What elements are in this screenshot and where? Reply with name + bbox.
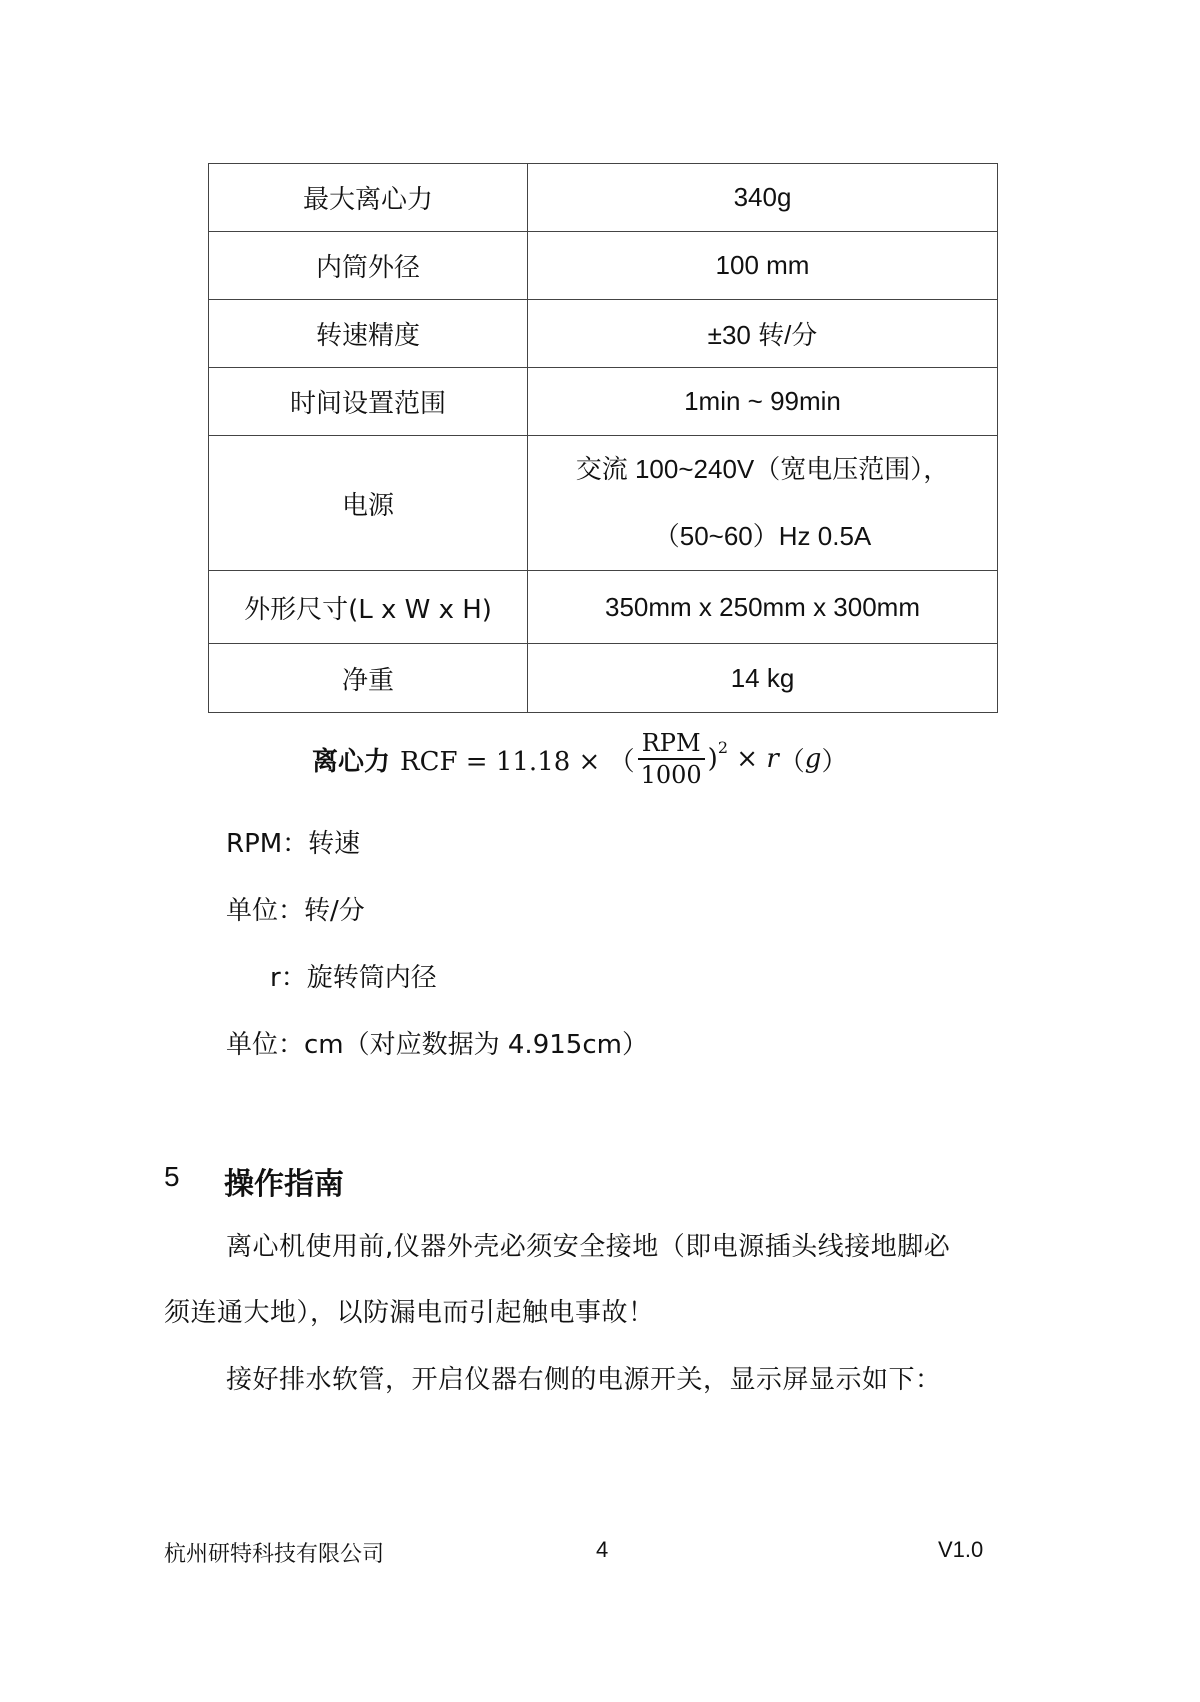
formula-numerator: RPM [638, 728, 705, 760]
table-row [209, 436, 998, 571]
para1-line1: 离心机使用前,仪器外壳必须安全接地（即电源插头线接地脚必 [226, 1232, 951, 1262]
row-label: 转速精度 [209, 300, 528, 368]
para2: 接好排水软管，开启仪器右侧的电源开关，显示屏显示如下： [226, 1365, 942, 1395]
def-r-unit: 单位：cm（对应数据为 4.915cm） [226, 1030, 648, 1060]
row-label: 最大离心力 [209, 164, 528, 232]
formula-unit-close: ） [821, 746, 848, 777]
formula-denominator: 1000 [640, 761, 702, 789]
row-value: 350mm x 250mm x 300mm [528, 571, 998, 644]
formula-lhs: RCF = 11.18 × （ [400, 746, 635, 777]
table-row [209, 644, 998, 713]
row-value: 100 mm [528, 232, 998, 300]
rcf-formula [312, 724, 847, 794]
table-row [209, 368, 998, 436]
row-value: 1min ~ 99min [528, 368, 998, 436]
section-number: 5 [164, 1161, 180, 1192]
section-title: 操作指南 [224, 1167, 344, 1202]
row-value: 340g [528, 164, 998, 232]
row-value: 14 kg [528, 644, 998, 713]
power-line-2: （50~60）Hz 0.5A [653, 521, 872, 551]
row-value [528, 436, 998, 571]
formula-close: ) [707, 744, 718, 774]
table-row [209, 164, 998, 232]
formula-unit-open: （ [778, 746, 805, 777]
row-label: 电源 [209, 436, 528, 571]
row-label: 净重 [209, 644, 528, 713]
formula-exponent: 2 [717, 737, 729, 757]
table-row [209, 300, 998, 368]
row-label: 外形尺寸(L x W x H) [209, 571, 528, 644]
formula-unit: g [804, 744, 822, 774]
row-label: 内筒外径 [209, 232, 528, 300]
formula-fraction [637, 728, 706, 790]
table-row [209, 232, 998, 300]
def-r: r：旋转筒内径 [270, 963, 437, 993]
footer-company: 杭州研特科技有限公司 [164, 1542, 385, 1567]
formula-times: × [728, 744, 767, 774]
row-label: 时间设置范围 [209, 368, 528, 436]
row-value: ±30 转/分 [528, 300, 998, 368]
table-row [209, 571, 998, 644]
page-number: 4 [596, 1537, 609, 1562]
spec-table [208, 163, 998, 713]
para1-line2: 须连通大地），以防漏电而引起触电事故！ [164, 1298, 655, 1328]
def-rpm: RPM：转速 [226, 829, 361, 859]
version-label: V1.0 [938, 1537, 984, 1562]
formula-var: r [766, 744, 779, 774]
def-rpm-unit: 单位：转/分 [226, 896, 365, 926]
power-line-1: 交流 100~240V（宽电压范围）， [575, 454, 950, 484]
formula-label: 离心力 [312, 746, 391, 777]
